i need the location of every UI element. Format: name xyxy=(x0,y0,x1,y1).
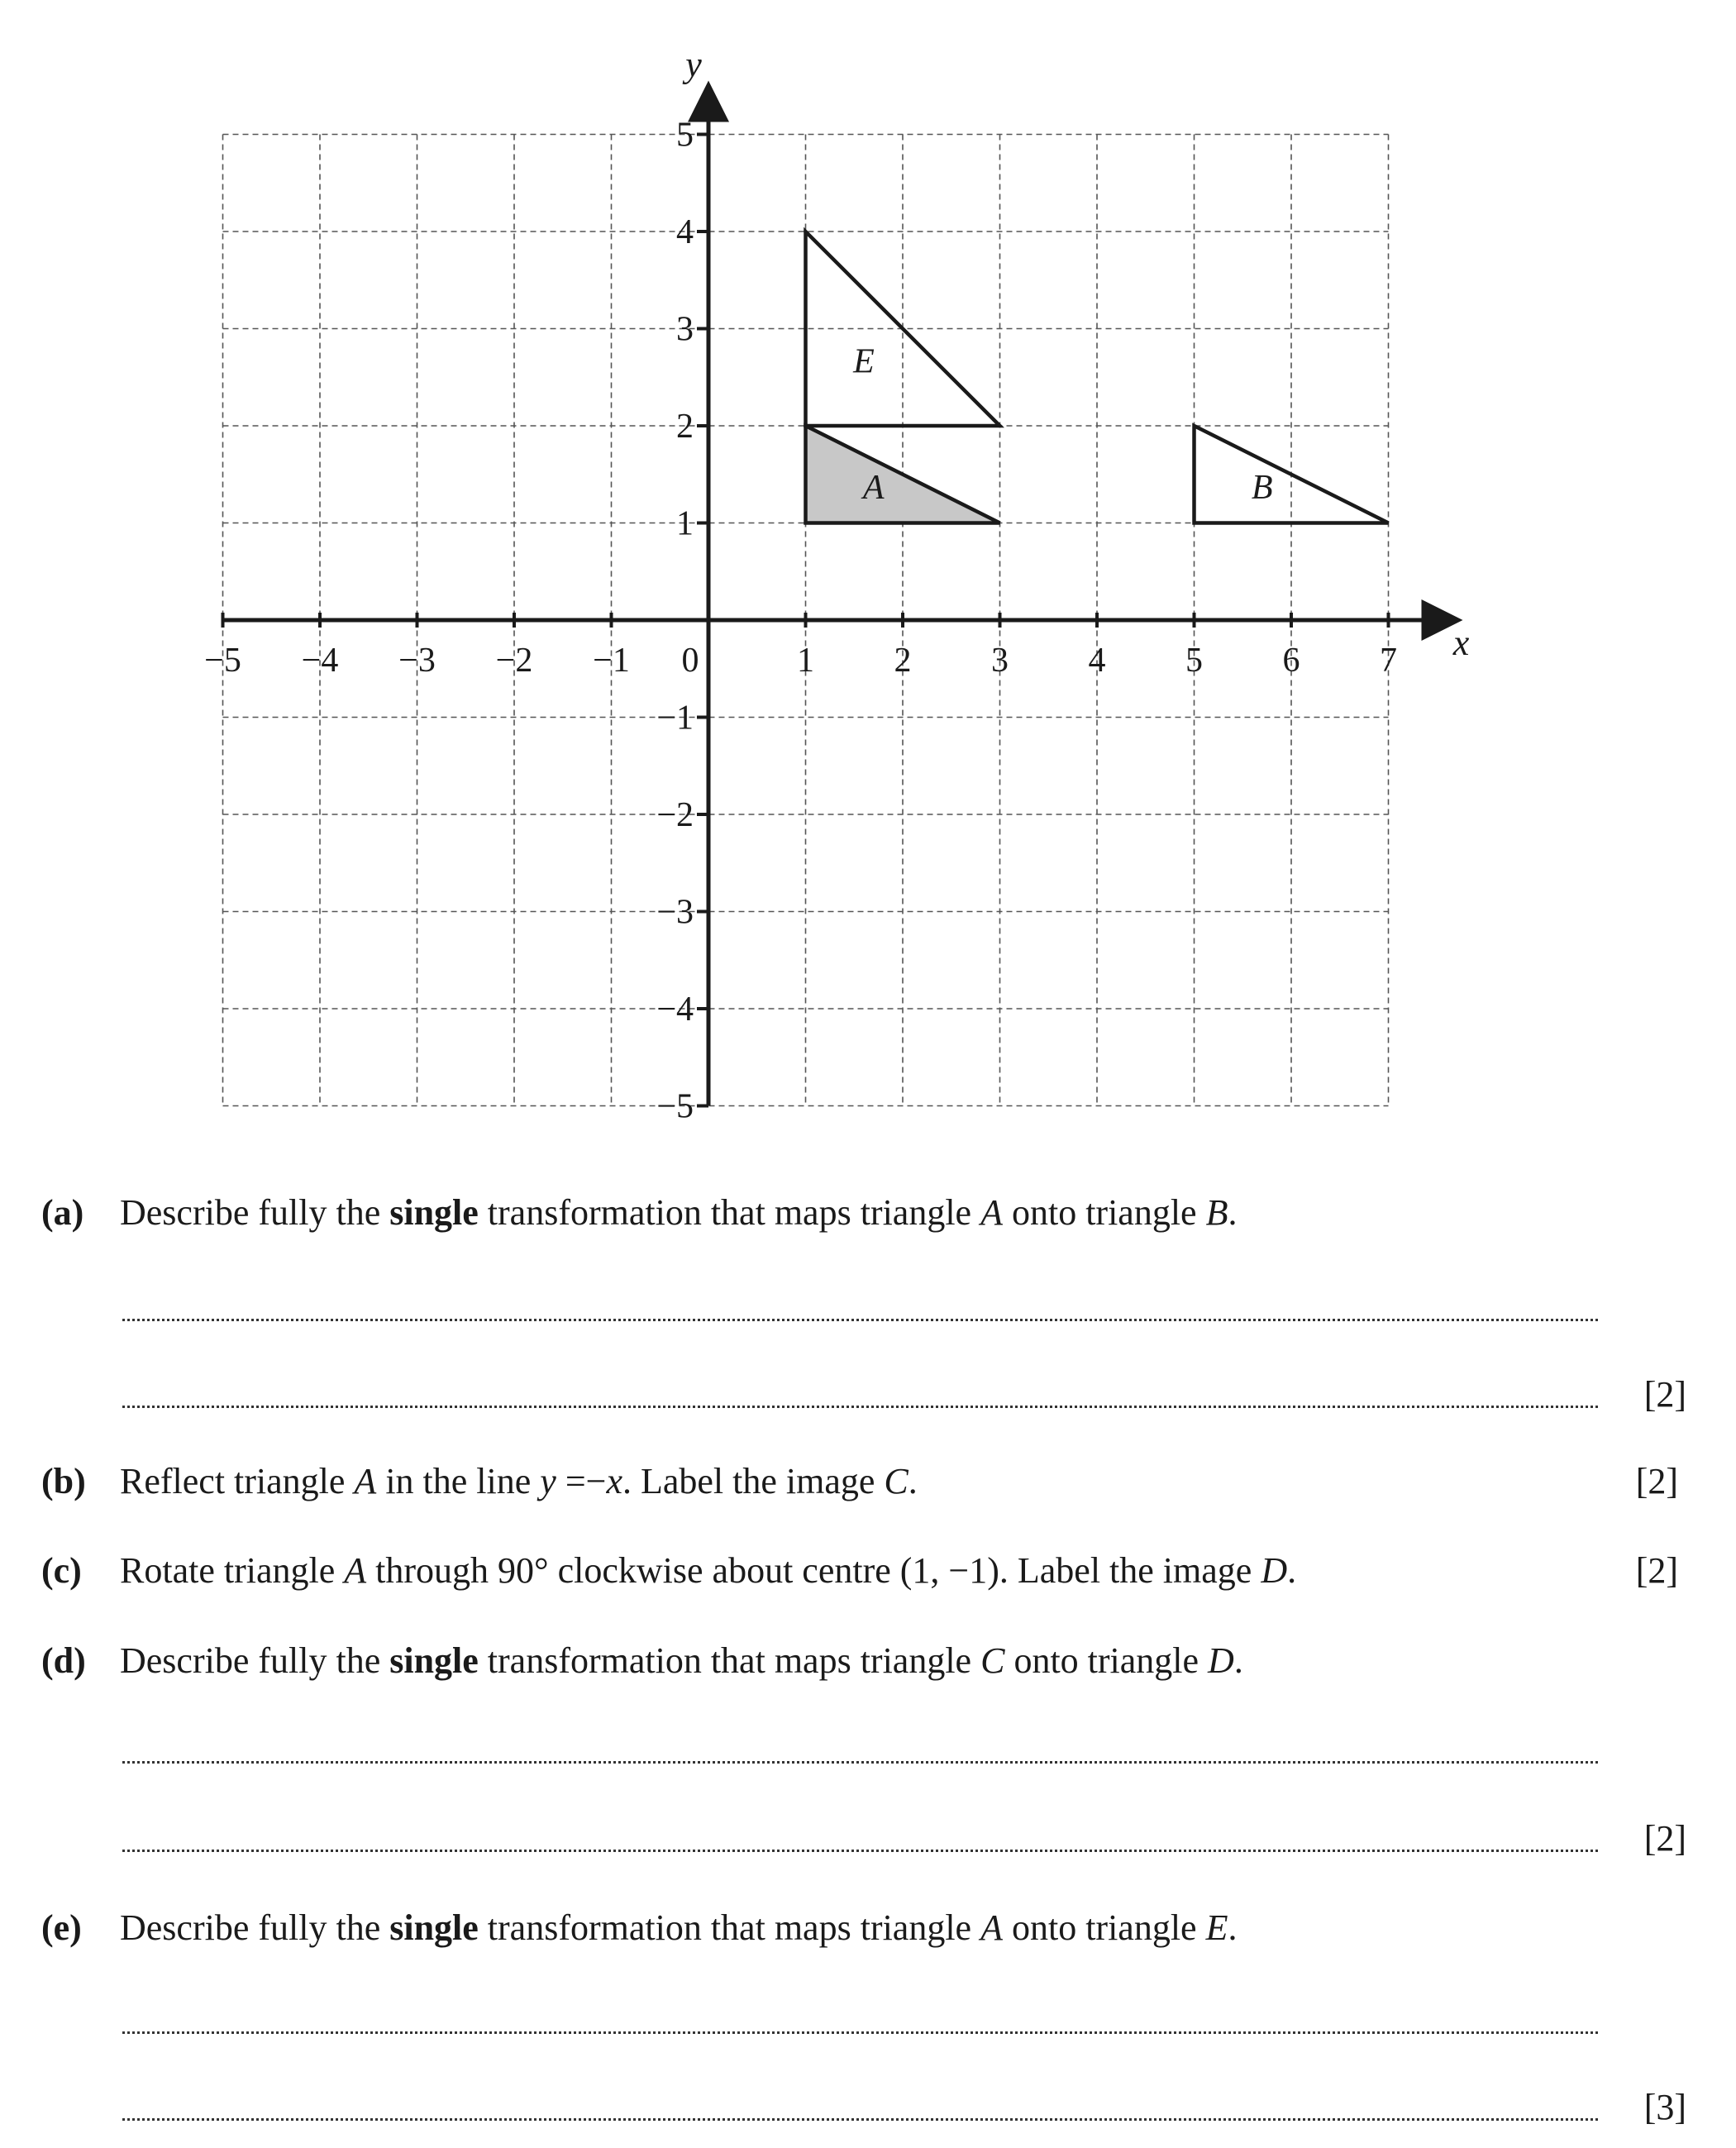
tick-labels-layer xyxy=(204,45,1470,1126)
x-tick-label: 2 xyxy=(894,642,912,680)
question-d-text: Describe fully the single transformation that maps triangle C onto triangle D. xyxy=(120,1640,1243,1681)
marks-a: [2] xyxy=(1643,1374,1686,1415)
y-tick-label: 3 xyxy=(676,310,694,349)
y-tick-label: −4 xyxy=(656,990,694,1029)
x-tick-label: −5 xyxy=(204,642,241,680)
marks-c: [2] xyxy=(1635,1550,1678,1591)
x-tick-label: 1 xyxy=(797,642,814,680)
triangle-b xyxy=(1195,426,1389,523)
y-tick-label: 2 xyxy=(676,408,694,446)
answer-line-a2[interactable] xyxy=(122,1406,1598,1408)
question-c-letter: (c) xyxy=(41,1550,82,1591)
question-d-letter: (d) xyxy=(41,1640,86,1681)
question-b-text: Reflect triangle A in the line y =−x. Label the image C. xyxy=(120,1461,918,1501)
x-tick-label: −2 xyxy=(495,642,533,680)
x-axis-label: x xyxy=(1452,623,1470,663)
marks-e: [3] xyxy=(1643,2087,1686,2127)
triangle-label-a: A xyxy=(862,469,885,508)
question-c-text: Rotate triangle A through 90° clockwise about centre (1, −1). Label the image D. xyxy=(120,1550,1297,1591)
marks-b: [2] xyxy=(1635,1461,1678,1501)
answer-line-d2[interactable] xyxy=(122,1850,1598,1852)
y-tick-label: 5 xyxy=(676,116,694,155)
y-tick-label: −5 xyxy=(656,1087,694,1126)
y-tick-label: −2 xyxy=(656,796,694,834)
x-tick-label: −1 xyxy=(593,642,630,680)
marks-d: [2] xyxy=(1643,1818,1686,1859)
x-tick-label: 4 xyxy=(1088,642,1106,680)
y-tick-label: 1 xyxy=(676,504,694,543)
x-tick-label: 0 xyxy=(681,642,699,680)
answer-line-a1[interactable] xyxy=(122,1319,1598,1321)
y-axis-label: y xyxy=(685,44,702,85)
question-a-letter: (a) xyxy=(41,1192,84,1233)
y-tick-label: 4 xyxy=(676,213,694,251)
x-tick-label: −3 xyxy=(398,642,436,680)
question-a-text: Describe fully the single transformation that maps triangle A onto triangle B. xyxy=(120,1192,1238,1233)
triangle-a xyxy=(806,426,1000,523)
axes-layer xyxy=(223,89,1455,1106)
answer-line-e1[interactable] xyxy=(122,2031,1598,2034)
y-tick-label: −1 xyxy=(656,699,694,737)
triangle-label-e: E xyxy=(853,342,875,381)
x-tick-label: 7 xyxy=(1380,642,1397,680)
x-tick-label: 5 xyxy=(1185,642,1203,680)
x-tick-label: 3 xyxy=(991,642,1009,680)
question-e-letter: (e) xyxy=(41,1907,82,1948)
y-tick-label: −3 xyxy=(656,893,694,932)
triangle-label-b: B xyxy=(1251,469,1273,508)
question-b-letter: (b) xyxy=(41,1461,86,1501)
x-tick-label: 6 xyxy=(1282,642,1300,680)
answer-line-d1[interactable] xyxy=(122,1761,1598,1764)
x-tick-label: −4 xyxy=(301,642,339,680)
question-e-text: Describe fully the single transformation that maps triangle A onto triangle E. xyxy=(120,1907,1238,1948)
answer-line-e2[interactable] xyxy=(122,2118,1598,2121)
